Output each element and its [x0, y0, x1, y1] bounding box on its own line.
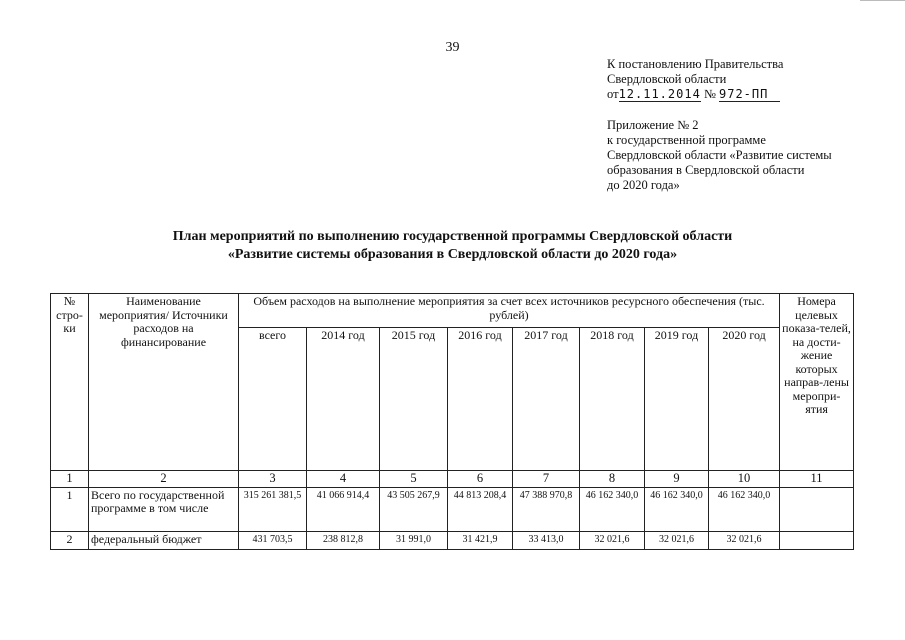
colnum-10: 10	[709, 471, 780, 488]
colnum-4: 4	[307, 471, 380, 488]
row-name: Всего по государственной программе в том числе	[89, 487, 239, 531]
row-value-2015: 43 505 267,9	[380, 487, 448, 531]
colnum-8: 8	[580, 471, 645, 488]
header-year-2014: 2014 год	[307, 328, 380, 471]
appendix-line-2: к государственной программе	[607, 133, 766, 147]
approval-date-line	[607, 87, 783, 102]
header-year-2016: 2016 год	[448, 328, 513, 471]
row-total: 431 703,5	[239, 531, 307, 549]
header-name: Наименование мероприятия/ Источники расходов на финансирование	[89, 294, 239, 471]
table-row	[51, 531, 854, 549]
page-corner-mark	[860, 0, 905, 3]
row-value-2015: 31 991,0	[380, 531, 448, 549]
row-value-2019: 32 021,6	[645, 531, 709, 549]
row-num: 2	[51, 531, 89, 549]
header-num: № стро-ки	[51, 294, 89, 471]
header-year-2020: 2020 год	[709, 328, 780, 471]
table-row	[51, 487, 854, 531]
row-value-2017: 47 388 970,8	[513, 487, 580, 531]
approval-line-1: К постановлению Правительства	[607, 57, 784, 71]
colnum-6: 6	[448, 471, 513, 488]
row-value-2017: 33 413,0	[513, 531, 580, 549]
row-targets	[780, 531, 854, 549]
header-total: всего	[239, 328, 307, 471]
header-row-1	[51, 294, 854, 328]
row-total: 315 261 381,5	[239, 487, 307, 531]
appendix-line-1: Приложение № 2	[607, 118, 699, 132]
row-value-2020: 46 162 340,0	[709, 487, 780, 531]
colnum-3: 3	[239, 471, 307, 488]
title-line-1: План мероприятий по выполнению государственной программы Свердловской области	[172, 229, 733, 244]
row-value-2020: 32 021,6	[709, 531, 780, 549]
document-title	[0, 228, 905, 264]
colnum-1: 1	[51, 471, 89, 488]
row-value-2014: 238 812,8	[307, 531, 380, 549]
title-line-2: «Развитие системы образования в Свердловской области до 2020 года»	[227, 247, 678, 262]
appendix-block	[607, 118, 832, 193]
colnum-2: 2	[89, 471, 239, 488]
header-year-2018: 2018 год	[580, 328, 645, 471]
approval-block	[607, 57, 783, 102]
approval-line-2: Свердловской области	[607, 72, 727, 86]
row-value-2018: 46 162 340,0	[580, 487, 645, 531]
header-year-2017: 2017 год	[513, 328, 580, 471]
appendix-line-3: Свердловской области «Развитие системы	[607, 148, 832, 162]
appendix-line-4: образования в Свердловской области	[607, 163, 805, 177]
approval-number: 972-ПП	[719, 87, 780, 102]
number-prefix: №	[703, 87, 716, 101]
row-value-2014: 41 066 914,4	[307, 487, 380, 531]
row-targets	[780, 487, 854, 531]
row-value-2018: 32 021,6	[580, 531, 645, 549]
header-year-2015: 2015 год	[380, 328, 448, 471]
row-value-2016: 31 421,9	[448, 531, 513, 549]
from-prefix: от	[607, 87, 619, 101]
approval-date: 12.11.2014	[618, 87, 701, 101]
appendix-line-5: до 2020 года»	[607, 178, 680, 192]
header-targets: Номера целевых показа-телей, на дости-жение которых направ-лены меропри-ятия	[780, 294, 854, 471]
page-number: 39	[445, 40, 460, 55]
header-year-2019: 2019 год	[645, 328, 709, 471]
column-number-row	[51, 471, 854, 488]
plan-table	[50, 293, 854, 550]
row-num: 1	[51, 487, 89, 531]
row-name: федеральный бюджет	[89, 531, 239, 549]
header-volume: Объем расходов на выполнение мероприятия за счет всех источников ресурсного обеспечения (тыс. рублей)	[239, 294, 780, 328]
colnum-11: 11	[780, 471, 854, 488]
colnum-5: 5	[380, 471, 448, 488]
row-value-2016: 44 813 208,4	[448, 487, 513, 531]
colnum-9: 9	[645, 471, 709, 488]
colnum-7: 7	[513, 471, 580, 488]
row-value-2019: 46 162 340,0	[645, 487, 709, 531]
